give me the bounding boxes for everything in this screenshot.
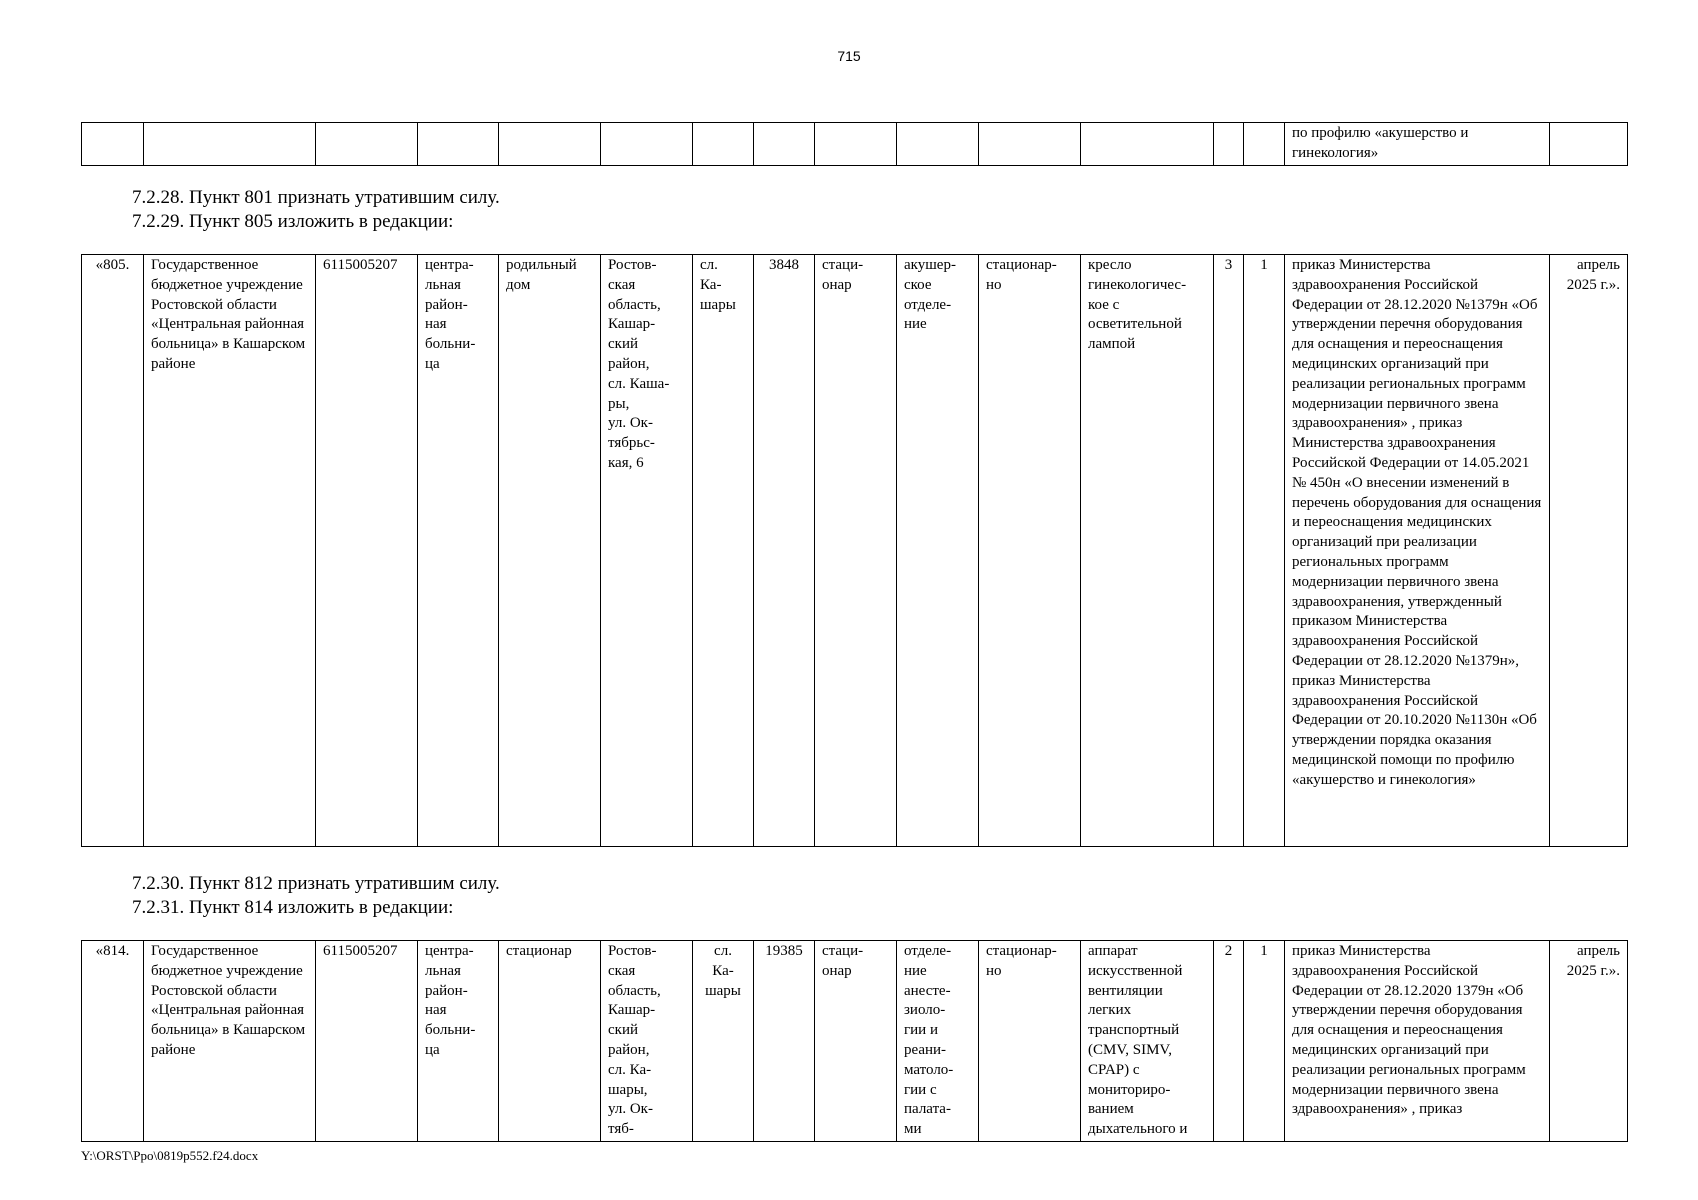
file-path-footer: Y:\ORST\Ppo\0819p552.f24.docx (81, 1148, 259, 1163)
care-form: стационар- но (979, 941, 1081, 1142)
table-item-805 (81, 254, 1628, 847)
population: 19385 (754, 941, 815, 1142)
table-row (82, 255, 1628, 847)
page-number: 715 (837, 48, 861, 64)
table-row (82, 123, 1628, 166)
department: отделе- ние анесте- зиоло- гии и реани- матоло- гии с палата- ми (897, 941, 979, 1142)
unit-name: родильный дом (499, 255, 601, 847)
unit-name: стационар (499, 941, 601, 1142)
table-continuation (81, 122, 1628, 166)
organization-name: Государственное бюджетное учреждение Ростовской области «Центральная районная больница» в Кашарском районе (144, 941, 316, 1142)
quantity-b: 1 (1244, 255, 1285, 847)
organization-type: центра- льная район- ная больни- ца (418, 941, 499, 1142)
equipment: аппарат искусственной вентиляции легких транспортный (CMV, SIMV, CPAP) с мониториро- ванием дыхательного и (1081, 941, 1214, 1142)
organization-name: Государственное бюджетное учреждение Ростовской области «Центральная районная больница» в Кашарском районе (144, 255, 316, 847)
item-number: «814. (82, 941, 144, 1142)
deadline: апрель 2025 г.». (1550, 941, 1628, 1142)
inn: 6115005207 (316, 255, 418, 847)
quantity-a: 3 (1214, 255, 1244, 847)
care-form: стационар- но (979, 255, 1081, 847)
approval-basis: приказ Министерства здравоохранения Российской Федерации от 28.12.2020 1379н «Об утверждении перечня оборудования для оснащения и переоснащения медицинских организаций при реализации региональных программ модернизации первичного звена здравоохранения» , приказ (1285, 941, 1550, 1142)
care-type: стаци- онар (815, 941, 897, 1142)
settlement: сл. Ка- шары (693, 941, 754, 1142)
instruction-line: 7.2.28. Пункт 801 признать утратившим силу. (132, 187, 500, 208)
item-number: «805. (82, 255, 144, 847)
instruction-line: 7.2.29. Пункт 805 изложить в редакции: (132, 211, 454, 232)
instruction-line: 7.2.31. Пункт 814 изложить в редакции: (132, 897, 454, 918)
care-type: стаци- онар (815, 255, 897, 847)
equipment: кресло гинекологичес- кое с осветительной лампой (1081, 255, 1214, 847)
approval-basis: приказ Министерства здравоохранения Российской Федерации от 28.12.2020 №1379н «Об утверждении перечня оборудования для оснащения и переоснащения медицинских организаций при реализации региональных программ модернизации первичного звена здравоохранения» , приказ Министерства здравоохранения Российской Федерации от 14.05.2021 № 450н «О внесении изменений в перечень оборудования для оснащения и переоснащения медицинских организаций при реализации региональных программ модернизации первичного звена здравоохранения, утвержденный приказом Министерства здравоохранения Российской Федерации от 28.12.2020 №1379н», приказ Министерства здравоохранения Российской Федерации от 20.10.2020 №1130н «Об утверждении порядка оказания медицинской помощи по профилю «акушерство и гинекология» (1285, 255, 1550, 847)
table-row (82, 941, 1628, 1142)
address: Ростов- ская область, Кашар- ский район, сл. Кашa- ры, ул. Ок- тябрьс- кая, 6 (601, 255, 693, 847)
quantity-b: 1 (1244, 941, 1285, 1142)
address: Ростов- ская область, Кашар- ский район, сл. Ка- шары, ул. Ок- тяб- (601, 941, 693, 1142)
approval-basis-cell: по профилю «акушерство и гинекология» (1285, 123, 1550, 166)
organization-type: центра- льная район- ная больни- ца (418, 255, 499, 847)
instruction-line: 7.2.30. Пункт 812 признать утратившим силу. (132, 873, 500, 894)
department: акушер- ское отделе- ние (897, 255, 979, 847)
table-item-814 (81, 940, 1628, 1142)
inn: 6115005207 (316, 941, 418, 1142)
deadline: апрель 2025 г.». (1550, 255, 1628, 847)
population: 3848 (754, 255, 815, 847)
settlement: сл. Ка- шары (693, 255, 754, 847)
quantity-a: 2 (1214, 941, 1244, 1142)
